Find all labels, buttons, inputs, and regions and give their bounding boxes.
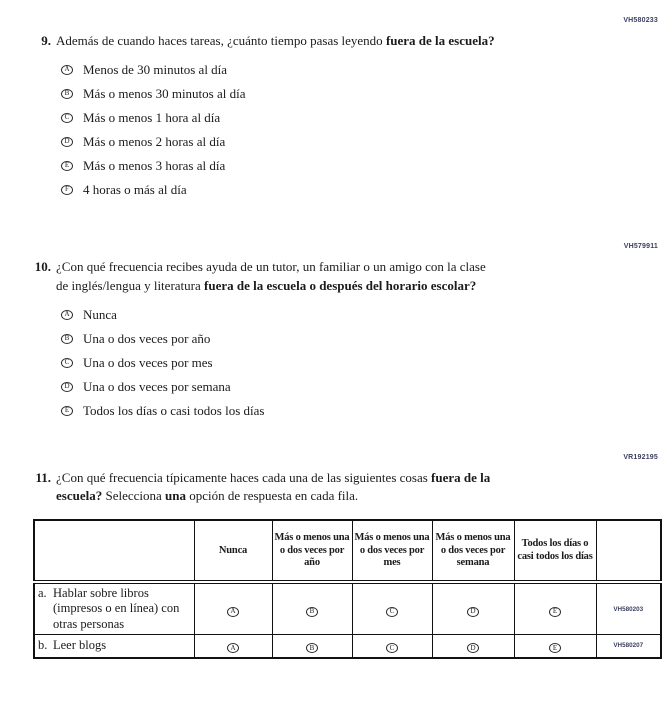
row-a-cell-nunca — [194, 582, 272, 634]
item-code-q9: VH580233 — [623, 17, 658, 24]
item-code-line — [33, 450, 658, 459]
row-a-prefix: a. — [38, 586, 47, 601]
option-label: Todos los días o casi todos los días — [83, 402, 265, 418]
header-por-semana: Más o menos una o dos veces por semana — [432, 520, 514, 582]
question-10-text-plain: de inglés/lengua y literatura — [56, 277, 205, 293]
row-a-label-cell — [34, 582, 194, 634]
header-por-ano: Más o menos una o dos veces por año — [272, 520, 352, 582]
option-label: Nunca — [83, 306, 117, 322]
row-a-cell-mes — [352, 582, 432, 634]
row-b-item-code: VH580207 — [596, 634, 661, 658]
option-label: Más o menos 1 hora al día — [83, 109, 221, 125]
option-label: Una o dos veces por semana — [83, 378, 231, 394]
answer-bubble-d[interactable]: D — [467, 643, 479, 653]
frequency-table — [33, 519, 662, 659]
question-10-text-bold: fuera de la escuela o después del horario escolar? — [204, 277, 477, 293]
question-10-head — [33, 258, 658, 296]
answer-bubble-c[interactable]: C — [61, 358, 73, 368]
question-10-options — [61, 308, 658, 418]
answer-bubble-f[interactable]: F — [61, 185, 73, 195]
option-row — [61, 308, 658, 322]
row-b-cell-ano — [272, 634, 352, 658]
answer-bubble-c[interactable]: C — [61, 113, 73, 123]
answer-bubble-a[interactable]: A — [227, 607, 239, 617]
item-code-line — [33, 13, 658, 22]
table-row-a — [34, 582, 661, 634]
answer-bubble-b[interactable]: B — [61, 334, 73, 344]
answer-bubble-a[interactable]: A — [61, 65, 73, 75]
question-10-number: 10. — [34, 258, 51, 274]
option-row — [61, 380, 658, 394]
question-9 — [33, 13, 658, 197]
row-b-label: Leer blogs — [53, 638, 107, 653]
question-9-text-bold: fuera de la escuela? — [385, 33, 495, 48]
option-row — [61, 135, 658, 149]
answer-bubble-d[interactable]: D — [61, 137, 73, 147]
question-10 — [33, 239, 658, 418]
row-a-cell-ano — [272, 582, 352, 634]
option-row — [61, 404, 658, 418]
row-a-cell-todos — [514, 582, 596, 634]
option-row — [61, 332, 658, 346]
option-label: Más o menos 2 horas al día — [83, 133, 226, 149]
question-11-text — [56, 469, 490, 507]
question-9-number: 9. — [41, 33, 51, 48]
question-11-number: 11. — [35, 469, 51, 485]
item-code-line — [33, 239, 658, 248]
answer-bubble-d[interactable]: D — [467, 607, 479, 617]
answer-bubble-a[interactable]: A — [61, 310, 73, 320]
option-row — [61, 87, 658, 101]
row-a-cell-semana — [432, 582, 514, 634]
option-row — [61, 356, 658, 370]
table-header-row — [34, 520, 661, 582]
option-row — [61, 183, 658, 197]
question-9-text — [56, 32, 495, 51]
row-b-cell-semana — [432, 634, 514, 658]
option-label: Una o dos veces por mes — [83, 354, 213, 370]
item-code-q10: VH579911 — [623, 242, 658, 250]
answer-bubble-d[interactable]: D — [61, 382, 73, 392]
question-11-text-bold: fuera de la — [431, 469, 491, 485]
item-code-q11: VR192195 — [623, 453, 658, 461]
row-b-prefix: b. — [38, 638, 48, 653]
header-todos-los-dias: Todos los días o casi todos los días — [514, 520, 596, 582]
header-code-column — [596, 520, 661, 582]
answer-bubble-a[interactable]: A — [227, 643, 239, 653]
answer-bubble-b[interactable]: B — [61, 89, 73, 99]
row-b-cell-nunca — [194, 634, 272, 658]
question-9-head — [33, 32, 658, 51]
answer-bubble-b[interactable]: B — [306, 607, 318, 617]
option-row — [61, 111, 658, 125]
question-9-options — [61, 63, 658, 197]
question-10-text-plain: ¿Con qué frecuencia recibes ayuda de un tutor, un familiar o un amigo con la clase — [56, 258, 486, 274]
question-11-head — [33, 469, 658, 507]
answer-bubble-c[interactable]: C — [386, 643, 398, 653]
row-b-cell-mes — [352, 634, 432, 658]
answer-bubble-e[interactable]: E — [549, 643, 561, 653]
question-11-text-plain: opción de respuesta en cada fila. — [186, 488, 359, 504]
question-11-text-plain: Selecciona — [102, 488, 166, 504]
question-11-text-plain: ¿Con qué frecuencia típicamente haces cada una de las siguientes cosas — [56, 469, 432, 485]
option-label: Más o menos 3 horas al día — [83, 157, 226, 173]
header-por-mes: Más o menos una o dos veces por mes — [352, 520, 432, 582]
option-row — [61, 63, 658, 77]
option-label: Menos de 30 minutos al día — [83, 61, 228, 77]
row-a-item-code: VH580203 — [596, 582, 661, 634]
option-row — [61, 159, 658, 173]
header-nunca: Nunca — [194, 520, 272, 582]
question-11-text-bold: escuela? — [56, 488, 103, 504]
answer-bubble-c[interactable]: C — [386, 607, 398, 617]
answer-bubble-e[interactable]: E — [61, 161, 73, 171]
question-11 — [33, 450, 658, 659]
row-b-cell-todos — [514, 634, 596, 658]
question-10-text — [56, 258, 486, 296]
option-label: Más o menos 30 minutos al día — [83, 85, 246, 101]
question-11-text-bold: una — [165, 488, 186, 504]
answer-bubble-e[interactable]: E — [549, 607, 561, 617]
table-row-b — [34, 634, 661, 658]
option-label: Una o dos veces por año — [83, 330, 211, 346]
header-empty — [34, 520, 194, 582]
question-9-text-plain: Además de cuando haces tareas, ¿cuánto tiempo pasas leyendo — [56, 33, 386, 48]
answer-bubble-b[interactable]: B — [306, 643, 318, 653]
answer-bubble-e[interactable]: E — [61, 406, 73, 416]
option-label: 4 horas o más al día — [83, 181, 187, 197]
row-a-label: Hablar sobre libros (impresos o en línea) con otras personas — [53, 586, 180, 631]
row-b-label-cell — [34, 634, 194, 658]
